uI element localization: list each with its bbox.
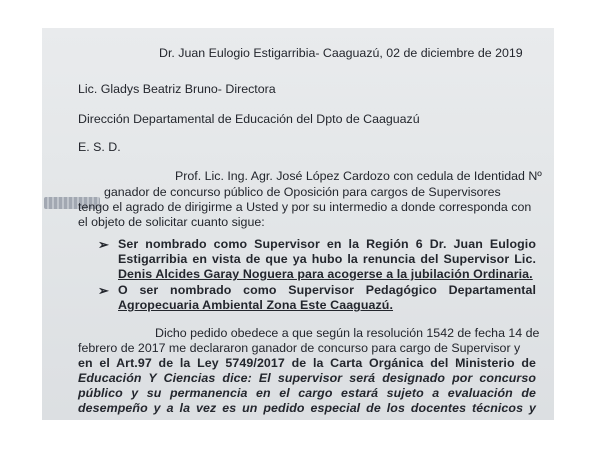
arrow-bullet-icon: ➢: [98, 283, 109, 298]
para2-line-3: en el Art.97 de la Ley 5749/2017 de la Carta Orgánica del Ministerio de: [78, 356, 536, 370]
para2-line-4: Educación Y Ciencias dice: El supervisor será designado por concurso: [78, 371, 536, 385]
para1-line-3: tengo el agrado de dirigirme a Usted y por su intermedio a donde corresponda con: [78, 200, 532, 214]
para2-line-5: público y su permanencia en el cargo estará sujeto a evaluación de: [78, 386, 536, 400]
recipient-office: Dirección Departamental de Educación del Dpto de Caaguazú: [78, 112, 420, 126]
recipient-name: Lic. Gladys Beatriz Bruno- Directora: [78, 82, 276, 96]
para1-line-4: el objeto de solicitar cuanto sigue:: [78, 215, 265, 229]
para2-line-6: desempeño y a la vez es un pedido especial de los docentes técnicos y: [78, 401, 536, 415]
para2-line-1: Dicho pedido obedece a que según la resolución 1542 de fecha 14 de: [155, 326, 540, 340]
date-line: Dr. Juan Eulogio Estigarribia- Caaguazú, 02 de diciembre de 2019: [159, 46, 523, 60]
letter-page: [42, 28, 554, 420]
esd-abbreviation: E. S. D.: [78, 140, 121, 154]
bullet1-line-1: Ser nombrado como Supervisor en la Región 6 Dr. Juan Eulogio: [118, 237, 536, 251]
arrow-bullet-icon: ➢: [98, 237, 109, 252]
bullet2-line-2: Agropecuaria Ambiental Zona Este Caaguazú.: [118, 298, 394, 312]
para2-line-2: febrero de 2017 me declararon ganador de concurso para cargo de Supervisor y: [78, 341, 521, 355]
bullet1-line-2: Estigarribia en vista de que ya hubo la renuncia del Supervisor Lic.: [118, 252, 536, 266]
para1-line-2: ganador de concurso público de Oposición para cargos de Supervisores: [104, 185, 501, 199]
bullet1-line-3: Denis Alcides Garay Noguera para acogerse a la jubilación Ordinaria.: [118, 267, 533, 281]
para1-line-1: Prof. Lic. Ing. Agr. José López Cardozo con cedula de Identidad Nº: [175, 169, 542, 183]
bullet2-line-1: O ser nombrado como Supervisor Pedagógico Departamental: [118, 283, 536, 297]
